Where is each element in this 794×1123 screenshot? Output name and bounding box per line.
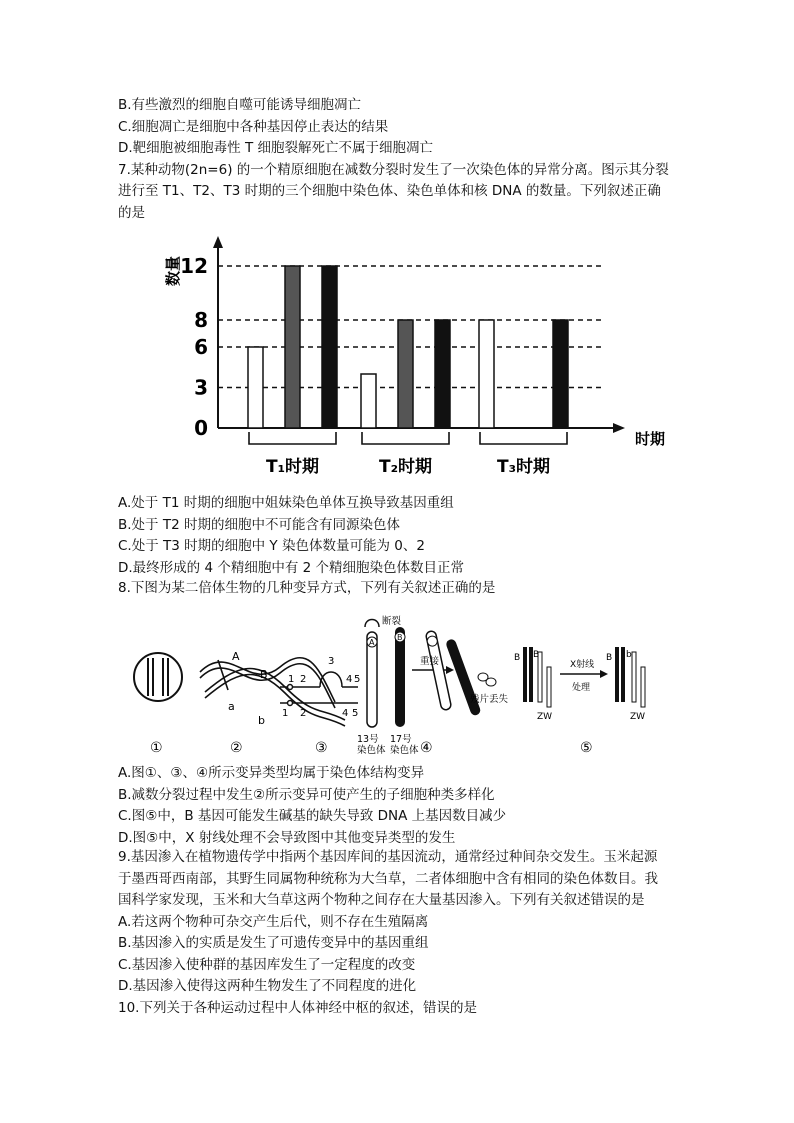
figure-number: ① [150,740,163,756]
y-tick-label: 12 [180,254,208,278]
fig3-top-label: 4 [346,674,353,685]
bar [248,347,263,428]
svg-text:ZW: ZW [537,712,553,722]
bar [435,320,450,428]
figure-number: ④ [420,740,433,756]
svg-text:B: B [260,668,268,681]
variation-figure [120,612,680,757]
text-line: 10.下列关于各种运动过程中人体神经中枢的叙述，错误的是 [118,999,477,1016]
y-axis-arrow [213,236,223,248]
text-line: 9.基因渗入在植物遗传学中指两个基因库间的基因流动，通常经过种间杂交发生。玉米起源 [118,849,658,865]
svg-text:处理: 处理 [572,683,591,693]
svg-text:B: B [397,633,403,642]
bar [361,374,376,428]
svg-text:a: a [228,700,235,713]
y-tick-label: 0 [194,416,208,440]
text-line: B.基因渗入的实质是发生了可遗传变异中的基因重组 [118,935,429,951]
svg-text:B: B [514,653,521,663]
text-line: B.处于 T2 时期的细胞中不可能含有同源染色体 [118,516,400,533]
text-line: D.图⑤中，X 射线处理不会导致图中其他变异类型的发生 [118,829,456,846]
fig1-cell [134,653,182,701]
text-line: 于墨西哥西南部，其野生同属物种统称为大刍草，二者体细胞中含有相同的染色体数目。我 [118,870,658,887]
category-bracket [249,432,336,444]
svg-text:b: b [258,714,265,727]
fig3-bottom-label: 4 [342,708,349,719]
y-tick-label: 3 [194,375,208,400]
fig3-bottom-label: 2 [300,708,307,719]
text-line: 的是 [118,204,145,221]
text-line: A.图①、③、④所示变异类型均属于染色体结构变异 [118,765,425,781]
figure-number: ③ [315,740,328,756]
y-axis-label: 数量 [164,256,182,287]
svg-text:断裂: 断裂 [382,616,402,627]
text-line: C.处于 T3 时期的细胞中 Y 染色体数量可能为 0、2 [118,538,425,554]
x-axis-label: 时期 [635,430,666,448]
bar [398,320,413,428]
text-line: C.基因渗入使种群的基因库发生了一定程度的改变 [118,956,416,973]
svg-text:ZW: ZW [630,712,646,722]
x-tick-label: T₁时期 [265,457,320,477]
svg-text:13号染色体: 13号染色体 [357,734,386,756]
fig3-bottom-label: 1 [282,708,289,719]
svg-text:A: A [369,638,375,647]
fig2-crossover [200,658,345,726]
bar [285,266,300,428]
svg-text:残片丢失: 残片丢失 [470,694,509,705]
x-tick-label: T₂时期 [378,457,433,477]
text-line: A.处于 T1 时期的细胞中姐妹染色单体互换导致基因重组 [118,495,454,511]
bar [322,266,337,428]
figure-number: ⑤ [580,740,593,756]
svg-text:X射线: X射线 [570,660,595,670]
text-line: 进行至 T1、T2、T3 时期的三个细胞中染色体、染色单体和核 DNA 的数量。下列叙述正确 [118,183,661,199]
text-line: D.靶细胞被细胞毒性 T 细胞裂解死亡不属于细胞凋亡 [118,140,434,156]
fig3-top-label: 3 [328,656,335,667]
text-line: D.基因渗入使得这两种生物发生了不同程度的进化 [118,978,417,994]
text-line: C.细胞凋亡是细胞中各种基因停止表达的结果 [118,118,389,135]
text-line: A.若这两个物种可杂交产生后代，则不存在生殖隔离 [118,913,429,930]
y-tick-label: 6 [194,335,208,359]
svg-text:b: b [626,650,632,660]
fig3-top-label: 1 [288,674,295,685]
bar [479,320,494,428]
fig4-translocation [365,620,496,728]
q8-stem-text: 8.下图为某二倍体生物的几种变异方式，下列有关叙述正确的是 [118,580,496,596]
x-tick-label: T₃时期 [496,457,551,477]
text-line: B.减数分裂过程中发生②所示变异可使产生的子细胞种类多样化 [118,786,495,803]
svg-text:B: B [606,653,613,663]
text-line: B.有些激烈的细胞自噬可能诱导细胞凋亡 [118,97,362,113]
text-line: C.图⑤中，B 基因可能发生碱基的缺失导致 DNA 上基因数目减少 [118,808,507,824]
fig3-top-label: 5 [354,674,361,685]
category-bracket [362,432,449,444]
bar [553,320,568,428]
text-line: 国科学家发现，玉米和大刍草这两个物种之间存在大量基因渗入。下列有关叙述错误的是 [118,892,645,908]
svg-text:17号染色体: 17号染色体 [390,734,419,756]
fig5-labels [514,650,645,722]
fig3-bottom-label: 5 [352,708,359,719]
svg-text:A: A [232,650,240,663]
y-tick-label: 8 [194,308,208,332]
category-bracket [480,432,567,444]
text-line: D.最终形成的 4 个精细胞中有 2 个精细胞染色体数目正常 [118,559,465,576]
text-line: 7.某种动物(2n=6) 的一个精原细胞在减数分裂时发生了一次染色体的异常分离。图示其分裂 [118,161,669,178]
svg-text:重接: 重接 [420,656,440,667]
x-axis-arrow [613,423,625,433]
fig3-top-label: 2 [300,674,307,685]
figure-number: ② [230,740,243,756]
bar-chart [160,228,666,496]
svg-text:B: B [533,650,540,660]
fig2-labels [228,650,268,727]
